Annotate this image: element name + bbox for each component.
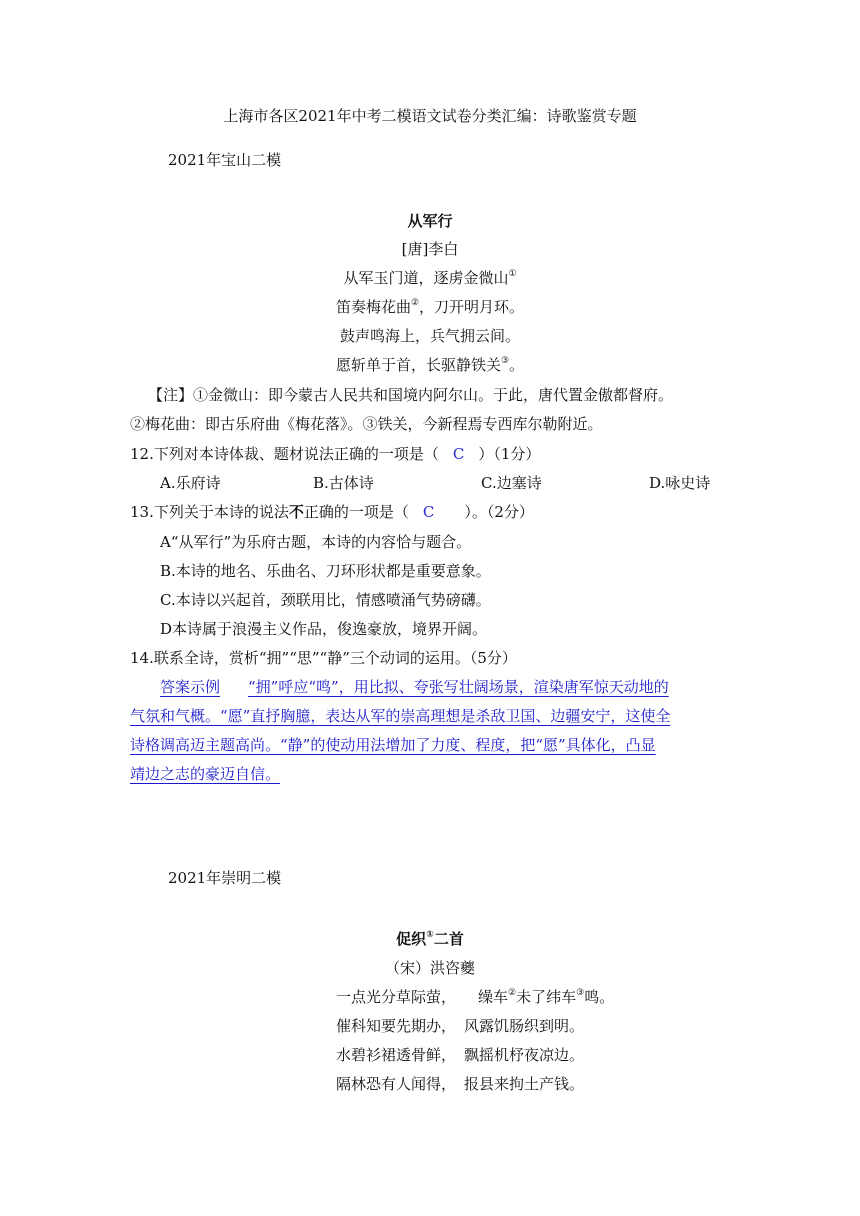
poem-line-4: 愿斩单于首，长驱静铁关③。 [335,356,525,374]
poem-line-3: 鼓声鸣海上，兵气拥云间。 [339,327,520,345]
poem-title: 从军行 [407,212,453,230]
notes-line-1: 【注】①金微山：即今蒙古人民共和国境内阿尔山。于此，唐代置金傲都督府。 [148,386,674,404]
question-13: 13.下列关于本诗的说法不正确的一项是（ C ）。（2分） [130,503,534,521]
poem2-line-3: 水碧衫裙透骨鲜， 飘摇机杼夜凉边。 [336,1046,585,1064]
q12-option-a: A.乐府诗 [160,474,221,492]
answer-label: 答案示例 [160,678,221,696]
q12-answer: C [452,445,465,463]
q13-answer: C [422,503,435,521]
poem2-line-1: 一点光分草际萤， 缲车②未了纬车③鸣。 [336,988,615,1006]
notes-line-2: ②梅花曲：即古乐府曲《梅花落》。③铁关，今新程焉专西库尔勒附近。 [130,415,603,433]
poem2-line-4: 隔林恐有人闻得， 报县来拘土产钱。 [336,1075,585,1093]
q12-option-c: C.边塞诗 [481,474,542,492]
q14-answer-line-3: 诗格调高迈主题高尚。“静”的使动用法增加了力度、程度，把“愿”具体化，凸显 [130,736,656,754]
poem2-line-2: 催科知要先期办， 风露饥肠织到明。 [336,1017,585,1035]
poem2-title: 促织①二首 [396,930,464,948]
q13-option-d: D本诗属于浪漫主义作品，俊逸豪放，境界开阔。 [160,620,488,638]
q14-answer-line-4: 靖边之志的豪迈自信。 [130,765,281,783]
section-heading-baoshan: 2021年宝山二模 [168,151,282,169]
question-12: 12.下列对本诗体裁、题材说法正确的一项是（ C ）（1分） [130,445,541,463]
q12-option-b: B.古体诗 [313,474,374,492]
q12-option-d: D.咏史诗 [649,474,711,492]
q13-option-b: B.本诗的地名、乐曲名、刀环形状都是重要意象。 [160,562,491,580]
q14-answer-line-2: 气氛和气概。“愿”直抒胸臆，表达从军的崇高理想是杀敌卫国、边疆安宁，这使全 [130,707,671,725]
poem-line-1: 从军玉门道，逐虏金微山① [343,269,517,287]
poem2-author: （宋）洪咨夔 [384,959,475,977]
q13-option-c: C.本诗以兴起首，颈联用比，情感喷涌气势磅礴。 [160,591,491,609]
document-title: 上海市各区2021年中考二模语文试卷分类汇编：诗歌鉴赏专题 [223,107,637,125]
q13-option-a: A“从军行”为乐府古题，本诗的内容恰与题合。 [160,533,472,551]
question-14: 14.联系全诗，赏析“拥”“思”“静”三个动词的运用。（5分） [130,649,517,667]
poem-author: [唐]李白 [401,240,459,258]
poem-line-2: 笛奏梅花曲②，刀开明月环。 [335,298,525,316]
q14-answer-line-1: 答案示例 “拥”呼应“鸣”，用比拟、夸张写壮阔场景，渲染唐军惊天动地的 [160,678,669,696]
section-heading-chongming: 2021年崇明二模 [168,869,282,887]
